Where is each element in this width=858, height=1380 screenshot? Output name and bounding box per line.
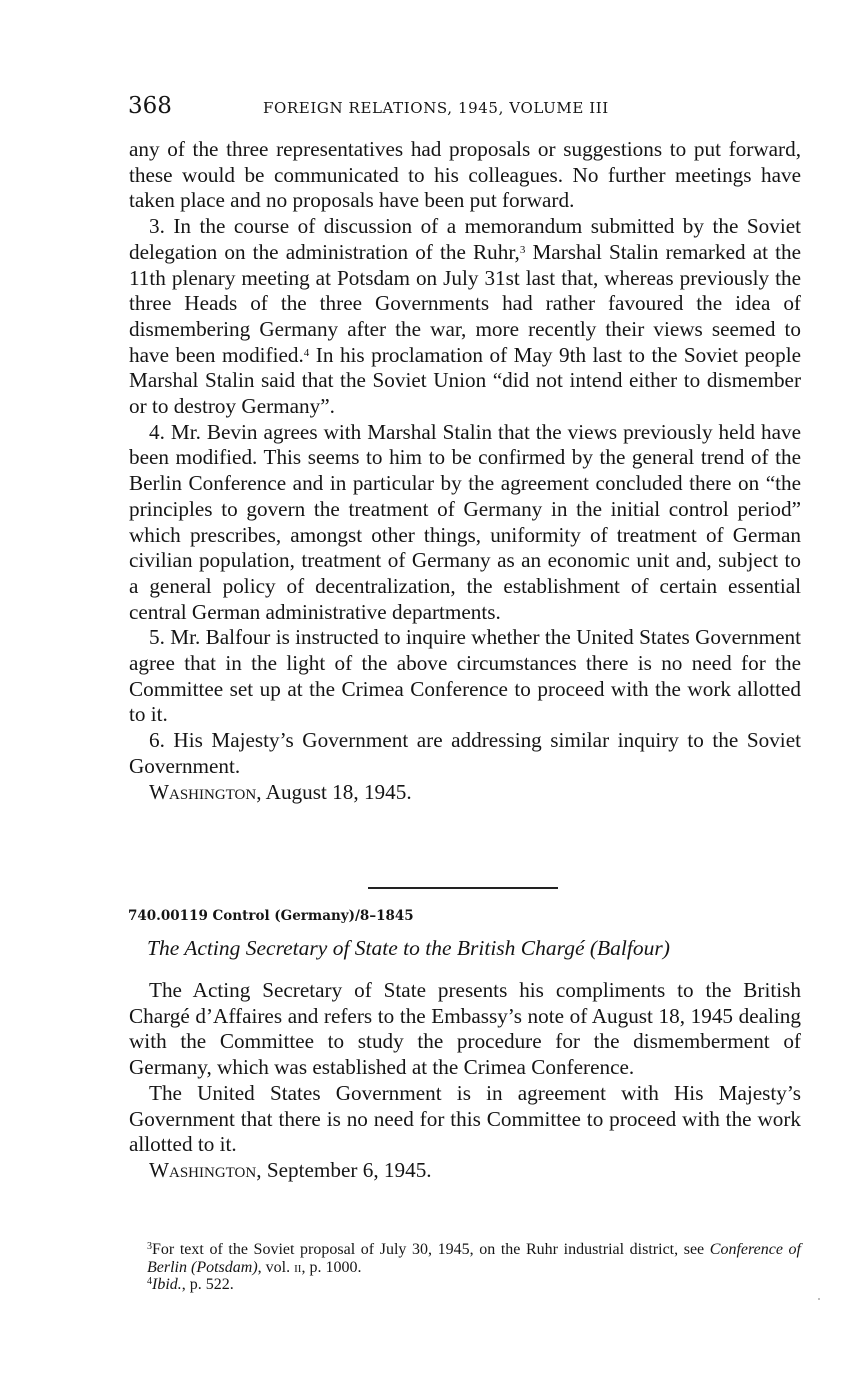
signoff-b-date: , September 6, 1945. [256, 1157, 432, 1182]
section-divider [368, 887, 558, 889]
footnote-ref-4: 4 [303, 346, 310, 359]
footnote-4 [129, 1276, 801, 1294]
document-title: The Acting Secretary of State to the British Chargé (Balfour) [147, 936, 670, 960]
note-body [129, 978, 801, 1184]
signoff-a-place: Washington [149, 779, 257, 804]
footnote-3-tail: , vol. [257, 1258, 295, 1276]
footnote-3-text: For text of the Soviet proposal of July 30, 1945, on the Ruhr industrial district, see [152, 1241, 710, 1258]
footnote-3 [129, 1241, 801, 1276]
footnote-3-source: Conference of Berlin (Potsdam) [147, 1241, 801, 1276]
paragraph-continued: any of the three representatives had proposals or suggestions to put forward, these would be communicated to his colleagues. No further meetings have taken place and no proposals have been put forward. [129, 137, 801, 213]
memorandum-continued [129, 137, 801, 805]
signoff-b-place: Washington [149, 1157, 257, 1182]
paragraph-4: 4. Mr. Bevin agrees with Marshal Stalin that the views previously held have been modified. This seems to him to be confirmed by the general trend of the Berlin Conference and in particular by the agreement concluded there on “the principles to govern the treatment of Germany in the initial control period” which prescribes, amongst other things, uniformity of treatment of German civilian population, treatment of Germany as an economic unit and, subject to a general policy of decentralization, the establishment of certain essential central German administrative departments. [129, 419, 801, 624]
paragraph-5: 5. Mr. Balfour is instructed to inquire whether the United States Government agree that in the light of the above circumstances there is no need for the Committee set up at the Crimea Conference to proceed with the work allotted to it. [129, 625, 801, 727]
footnote-4-source: Ibid. [152, 1276, 182, 1293]
note-paragraph-2: The United States Government is in agreement with His Majesty’s Government that there is no need for this Committee to proceed with the work allotted to it. [129, 1080, 801, 1157]
note-paragraph-1: The Acting Secretary of State presents his compliments to the British Chargé d’Affaires and refers to the Embassy’s note of August 18, 1945 dealing with the Committee to study the procedure for the dismemberment of Germany, which was established at the Crimea Conference. [129, 978, 801, 1080]
footnote-3-page: , p. 1000. [301, 1258, 362, 1276]
paragraph-3-text-3: In his proclamation of May 9th last to the Soviet people Marshal Stalin said that the Soviet Union “did not intend either to dismember or to destroy Germany”. [129, 342, 801, 419]
paragraph-3-text-2: Marshal Stalin remarked at the 11th plenary meeting at Potsdam on July 31st last that, whereas previously the three Heads of the three Governments had rather favoured the idea of dismembering Germany after the war, more recently their views seemed to have been modified. [129, 239, 801, 367]
running-head [128, 93, 801, 121]
paragraph-3 [129, 214, 801, 420]
paragraph-6: 6. His Majesty’s Government are addressing similar inquiry to the Soviet Government. [129, 728, 801, 778]
scan-speck [818, 1298, 820, 1300]
footnote-3-mark: 3 [147, 1241, 152, 1252]
paragraph-3-text-1: 3. In the course of discussion of a memorandum submitted by the Soviet delegation on the administration of the Ruhr, [129, 214, 801, 264]
file-reference: 740.00119 Control (Germany)/8–1845 [128, 908, 414, 924]
footnote-4-mark: 4 [147, 1276, 152, 1287]
footnote-4-page: , p. 522. [181, 1276, 234, 1293]
footnote-ref-3: 3 [519, 243, 526, 256]
page-number: 368 [128, 93, 172, 119]
footnote-3-volume: ii [294, 1258, 302, 1276]
running-title: FOREIGN RELATIONS, 1945, VOLUME III [263, 99, 609, 117]
signoff-a [129, 780, 801, 806]
signoff-b [129, 1158, 801, 1184]
signoff-a-date: , August 18, 1945. [256, 779, 412, 804]
footnotes [129, 1241, 801, 1294]
